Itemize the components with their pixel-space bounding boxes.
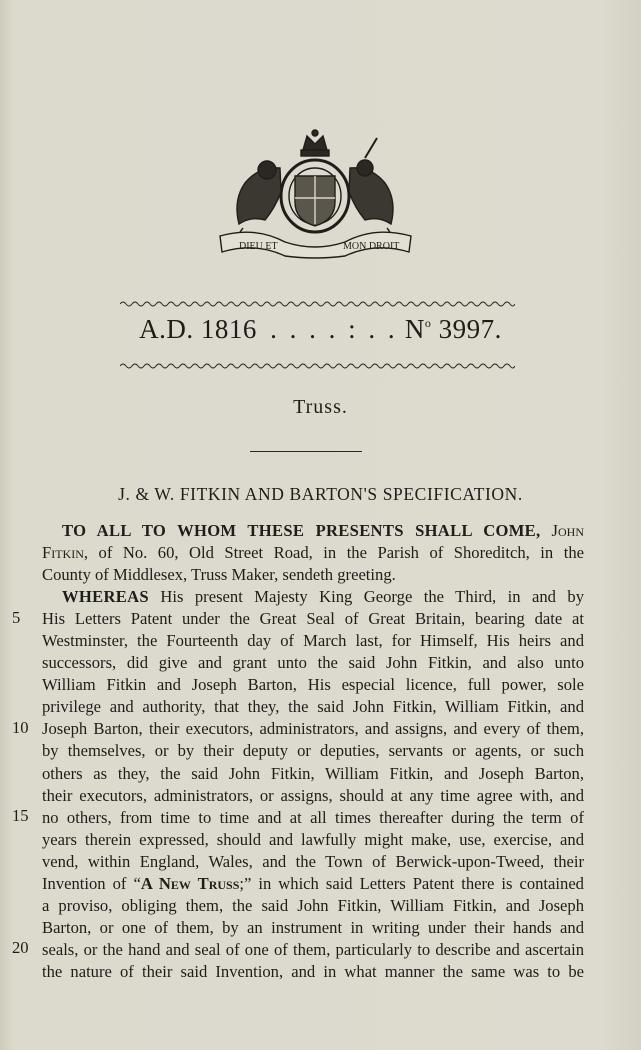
specification-title: J. & W. FITKIN AND BARTON'S SPECIFICATION. xyxy=(118,484,523,504)
text-line: TO ALL TO WHOM THESE PRESENTS SHALL COME, John xyxy=(62,521,584,540)
patent-heading xyxy=(0,314,641,345)
text-line: WHEREAS His present Majesty King George the Third, in and by xyxy=(62,587,584,607)
text-line: privilege and authority, that they, the said John Fitkin, William Fitkin, and xyxy=(42,697,584,717)
text-line: William Fitkin and Joseph Barton, His especial licence, full power, sole xyxy=(42,675,584,695)
patent-number: $N^o$ 3997. xyxy=(404,314,502,344)
text-line: His Letters Patent under the Great Seal of Great Britain, bearing date at xyxy=(42,609,584,629)
text-line: a proviso, obliging them, the said John Fitkin, William Fitkin, and Joseph xyxy=(42,895,584,915)
text-line: Invention of “A New Truss;” in which said Letters Patent there is contained xyxy=(42,873,584,893)
text-line: Fitkin, of No. 60, Old Street Road, in the Parish of Shoreditch, in the xyxy=(42,543,584,563)
wavy-rule-bottom xyxy=(120,362,515,370)
line-number: 5 xyxy=(12,608,21,627)
text-line: no others, from time to time and at all times thereafter during the term of xyxy=(42,807,584,827)
patent-year: A.D. 1816 xyxy=(139,314,257,344)
text-line: their executors, administrators, or assigns, should at any time agree with, and xyxy=(42,785,584,805)
text-line: Joseph Barton, their executors, administrators, and assigns, and every of them, xyxy=(42,719,584,739)
text-line: years therein expressed, should and lawfully might make, use, exercise, and xyxy=(42,829,584,849)
royal-coat-of-arms xyxy=(215,128,415,260)
text-line: Westminster, the Fourteenth day of March last, for Himself, His heirs and xyxy=(42,631,584,651)
line-number: 15 xyxy=(12,806,29,825)
text-line: by themselves, or by their deputy or deputies, servants or agents, or such xyxy=(42,741,584,761)
line-number: 10 xyxy=(12,718,29,737)
text-line: County of Middlesex, Truss Maker, sendeth greeting. xyxy=(42,565,396,585)
text-line: Barton, or one of them, by an instrument in writing under their hands and xyxy=(42,917,584,937)
motto-left: DIEU ET xyxy=(239,241,278,252)
text-line: the nature of their said Invention, and in what manner the same was to be xyxy=(42,961,584,981)
text-line: others as they, the said John Fitkin, William Fitkin, and Joseph Barton, xyxy=(42,763,584,783)
specification-body xyxy=(42,520,584,983)
invention-subject: Truss. xyxy=(293,396,348,418)
text-line: successors, did give and grant unto the said John Fitkin, and also unto xyxy=(42,653,584,673)
text-line: seals, or the hand and seal of one of them, particularly to describe and ascertain xyxy=(42,939,584,959)
heading-dots: . . . . : . . xyxy=(270,314,398,344)
line-number: 20 xyxy=(12,938,29,957)
short-rule xyxy=(250,451,362,452)
motto-right: MON DROIT xyxy=(343,241,400,252)
wavy-rule-top xyxy=(120,300,515,308)
text-line: vend, within England, Wales, and the Town of Berwick-upon-Tweed, their xyxy=(42,851,584,871)
